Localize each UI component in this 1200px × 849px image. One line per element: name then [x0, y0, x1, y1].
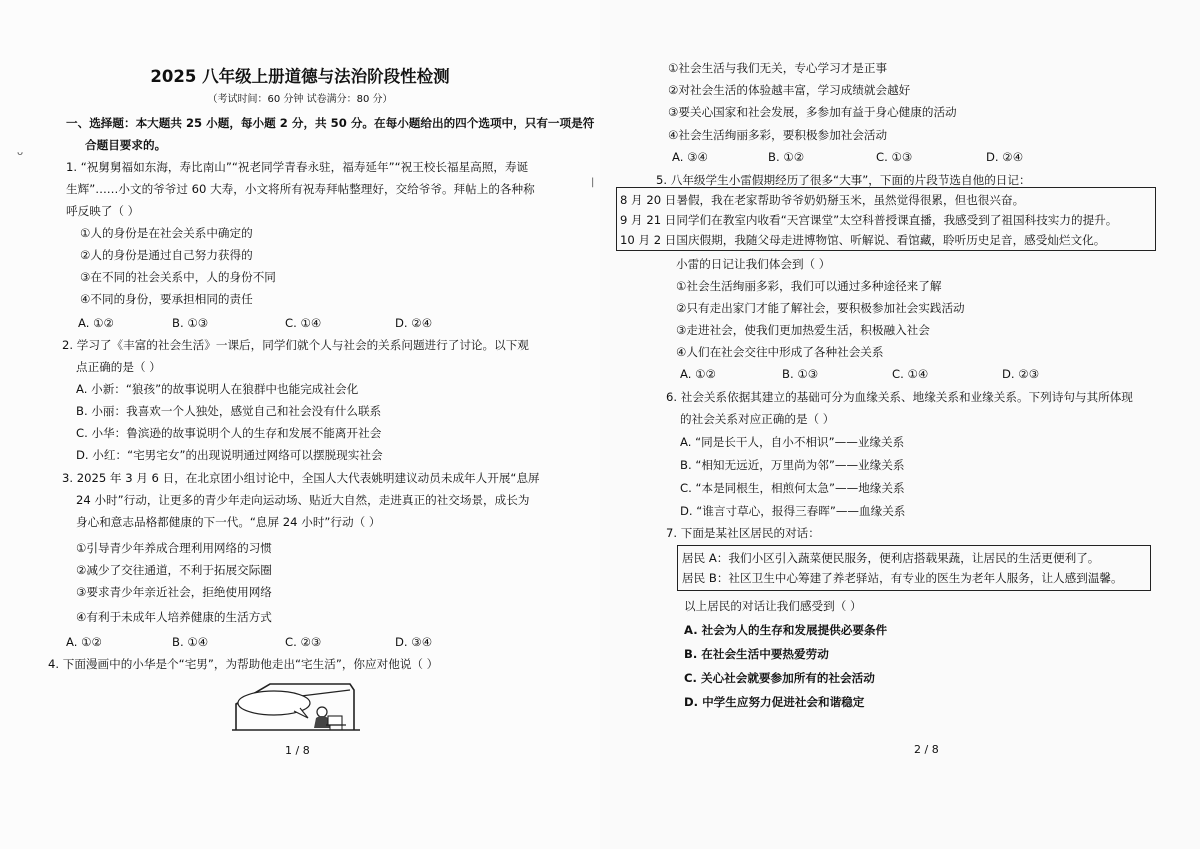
q4-item: ③要关心国家和社会发展，多参加有益于身心健康的活动 [668, 105, 957, 119]
q5-stem-line-1: 5. 八年级学生小雷假期经历了很多“大事”，下面的片段节选自他的日记： [656, 173, 1031, 187]
q1-item: ②人的身份是通过自己努力获得的 [80, 248, 253, 262]
q3-option-c: C. ②③ [285, 635, 322, 649]
q1-option-a: A. ①② [78, 316, 114, 330]
q4-stem-line-1: 4. 下面漫画中的小华是个“宅男”，为帮助他走出“宅生活”，你应对他说（ ） [48, 657, 439, 671]
q2-choice-b: B. 小丽：我喜欢一个人独处，感觉自己和社会没有什么联系 [76, 404, 382, 418]
q7-choice-a: A. 社会为人的生存和发展提供必要条件 [684, 623, 888, 637]
q4-option-a: A. ③④ [672, 150, 708, 164]
q2-choice-d: D. 小红：“宅男宅女”的出现说明通过网络可以摆脱现实社会 [76, 448, 383, 462]
q3-stem-line-3: 身心和意志品格都健康的下一代。“息屏 24 小时”行动（ ） [76, 515, 381, 529]
exam-page-2 [591, 0, 1200, 849]
q6-stem-line-1: 6. 社会关系依据其建立的基础可分为血缘关系、地缘关系和业缘关系。下列诗句与其所体现 [666, 390, 1133, 404]
q3-item: ④有利于未成年人培养健康的生活方式 [76, 610, 272, 624]
q1-option-c: C. ①④ [285, 316, 322, 330]
q5-diary-entry: 10 月 2 日国庆假期，我随父母走进博物馆、听解说、看馆藏，聆听历史足音，感受灿烂文化。 [620, 233, 1106, 247]
q3-option-a: A. ①② [66, 635, 102, 649]
q2-choice-a: A. 小新：“狼孩”的故事说明人在狼群中也能完成社会化 [76, 382, 359, 396]
scan-mark: | [591, 177, 595, 188]
q2-stem-line-2: 点正确的是（ ） [76, 360, 161, 374]
q3-stem-line-1: 3. 2025 年 3 月 6 日，在北京团小组讨论中，全国人大代表姚明建议动员未成年人开展“息屏 [62, 471, 540, 485]
q4-option-d: D. ②④ [986, 150, 1024, 164]
q7-dialog-line: 居民 B：社区卫生中心筹建了养老驿站，有专业的医生为老年人服务，让人感到温馨。 [682, 571, 1123, 585]
q1-option-d: D. ②④ [395, 316, 433, 330]
exam-title: 2025 八年级上册道德与法治阶段性检测 [150, 67, 450, 86]
q2-choice-c: C. 小华：鲁滨逊的故事说明个人的生存和发展不能离开社会 [76, 426, 382, 440]
q1-stem-line-3: 呼反映了（ ） [66, 204, 140, 218]
q5-option-d: D. ②③ [1002, 367, 1040, 381]
q1-item: ③在不同的社会关系中，人的身份不同 [80, 270, 276, 284]
q5-option-b: B. ①③ [782, 367, 819, 381]
q1-item: ①人的身份是在社会关系中确定的 [80, 226, 253, 240]
q3-stem-line-2: 24 小时”行动，让更多的青少年走向运动场、贴近大自然，走进真正的社交场景，成长为 [76, 493, 530, 507]
q6-choice-a: A. “同是长干人，自小不相识”——业缘关系 [680, 435, 905, 449]
q5-item: ①社会生活绚丽多彩，我们可以通过多种途径来了解 [676, 279, 942, 293]
q1-stem-line-1: 1. “祝舅舅福如东海，寿比南山”“祝老同学青春永驻，福寿延年”“祝王校长福星高照，寿诞 [66, 160, 529, 174]
q4-option-c: C. ①③ [876, 150, 913, 164]
q6-choice-b: B. “相知无远近，万里尚为邻”——业缘关系 [680, 458, 905, 472]
scan-mark: ᴗ [17, 147, 24, 158]
q5-item: ②只有走出家门才能了解社会，要积极参加社会实践活动 [676, 301, 965, 315]
q4-item: ④社会生活绚丽多彩，要积极参加社会活动 [668, 128, 888, 142]
q4-option-b: B. ①② [768, 150, 805, 164]
q3-option-b: B. ①④ [172, 635, 209, 649]
q3-item: ③要求青少年亲近社会，拒绝使用网络 [76, 585, 272, 599]
q5-diary-entry: 8 月 20 日暑假，我在老家帮助爷爷奶奶掰玉米，虽然觉得很累，但也很兴奋。 [620, 193, 1025, 207]
q7-prompt: 以上居民的对话让我们感受到（ ） [684, 599, 862, 613]
q5-option-c: C. ①④ [892, 367, 929, 381]
exam-subtitle: （考试时间：60 分钟 试卷满分：80 分） [207, 94, 393, 105]
q6-choice-d: D. “谁言寸草心，报得三春晖”——血缘关系 [680, 504, 906, 518]
q5-item: ③走进社会，使我们更加热爱生活，积极融入社会 [676, 323, 930, 337]
q1-stem-line-2: 生辉”……小文的爷爷过 60 大寿，小文将所有祝寿拜帖整理好，交给爷爷。拜帖上的各种称 [66, 182, 535, 196]
q5-option-a: A. ①② [680, 367, 716, 381]
q1-option-b: B. ①③ [172, 316, 209, 330]
q4-item: ①社会生活与我们无关，专心学习才是正事 [668, 61, 888, 75]
comic-illustration [230, 680, 362, 736]
q3-option-d: D. ③④ [395, 635, 433, 649]
page-number: 2 / 8 [914, 743, 939, 756]
q4-item: ②对社会生活的体验越丰富，学习成绩就会越好 [668, 83, 911, 97]
q6-choice-c: C. “本是同根生，相煎何太急”——地缘关系 [680, 481, 905, 495]
q3-item: ①引导青少年养成合理利用网络的习惯 [76, 541, 272, 555]
q1-item: ④不同的身份，要承担相同的责任 [80, 292, 253, 306]
q7-choice-c: C. 关心社会就要参加所有的社会活动 [684, 671, 875, 685]
q7-dialog-line: 居民 A：我们小区引入蔬菜便民服务，便利店搭载果蔬，让居民的生活更便利了。 [682, 551, 1100, 565]
q5-item: ④人们在社会交往中形成了各种社会关系 [676, 345, 884, 359]
q5-prompt: 小雷的日记让我们体会到（ ） [676, 257, 831, 271]
section-instruction-line-2: 合题目要求的。 [85, 138, 167, 152]
section-instruction-line-1: 一、选择题：本大题共 25 小题，每小题 2 分，共 50 分。在每小题给出的四个选项中，只有一项是符 [66, 116, 595, 130]
q3-item: ②减少了交往通道，不利于拓展交际圈 [76, 563, 272, 577]
q7-choice-b: B. 在社会生活中要热爱劳动 [684, 647, 829, 661]
q7-choice-d: D. 中学生应努力促进社会和谐稳定 [684, 695, 865, 709]
q6-stem-line-2: 的社会关系对应正确的是（ ） [680, 412, 835, 426]
q5-diary-entry: 9 月 21 日同学们在教室内收看“天宫课堂”太空科普授课直播，我感受到了祖国科技实力的提升。 [620, 213, 1118, 227]
q2-stem-line-1: 2. 学习了《丰富的社会生活》一课后，同学们就个人与社会的关系问题进行了讨论。以下观 [62, 338, 529, 352]
page-number: 1 / 8 [285, 744, 310, 757]
q7-stem-line-1: 7. 下面是某社区居民的对话： [666, 526, 820, 540]
